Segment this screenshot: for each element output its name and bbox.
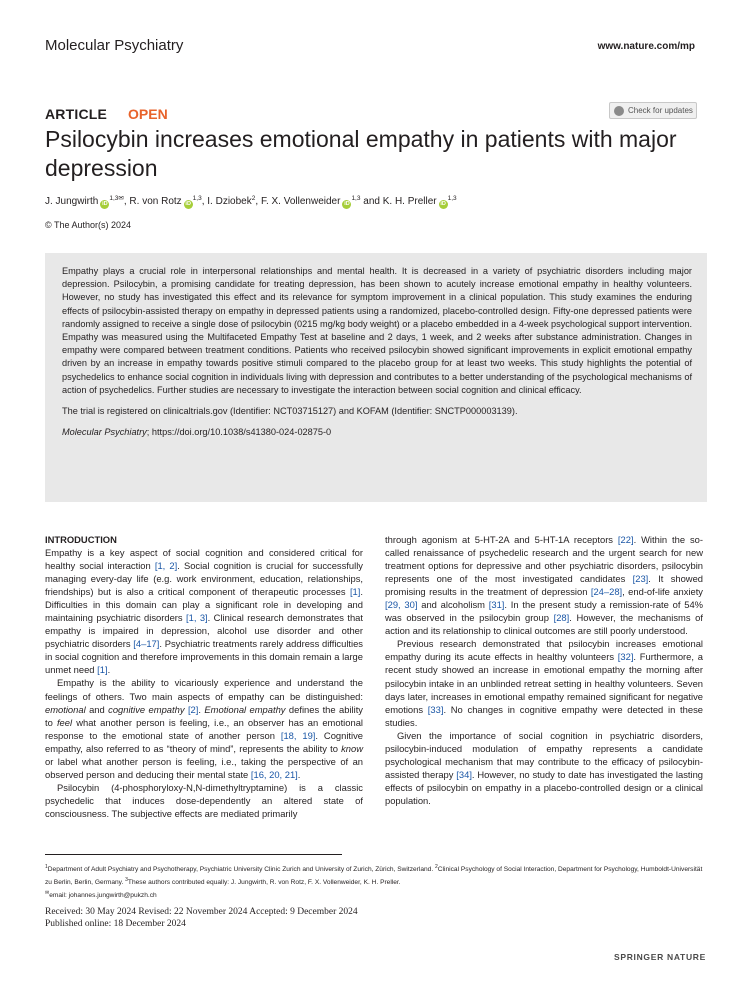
- body-text: . Furthermore, a recent study showed an increase in emotional empathy the morning after psilocybin intake in an unblinded retreat setting in healthy volunteers. Seven days later, increases in emotional empathy remained significant for negative emotions: [385, 651, 703, 715]
- citation: [62, 426, 692, 439]
- body-text: .: [297, 768, 301, 780]
- paragraph: [385, 729, 703, 807]
- journal-name: Molecular Psychiatry: [45, 37, 184, 54]
- footnote-marker: 1: [45, 864, 48, 870]
- author-affiliation: 1,3: [447, 195, 457, 202]
- paragraph: [385, 533, 703, 637]
- body-text: . Cognitive empathy, also referred to as “theory of mind”, represents the ability to: [45, 729, 364, 754]
- emphasized-term: Emotional empathy: [204, 703, 286, 715]
- corresponding-email[interactable]: email: johannes.jungwirth@pukzh.ch: [49, 892, 157, 899]
- citation-reference-link[interactable]: [2]: [187, 703, 199, 715]
- orcid-icon[interactable]: iD: [102, 201, 108, 207]
- email-icon: ✉: [45, 890, 50, 896]
- author-name[interactable]: F. X. Vollenweider: [260, 196, 341, 207]
- orcid-icon[interactable]: iD: [344, 201, 350, 207]
- body-text: . However, the mechanisms of action and its relationship to clinical outcomes are still poorly understood.: [385, 612, 703, 637]
- body-text: . It showed promising results in the treatment of depression: [385, 573, 704, 598]
- author-separator: ,: [123, 196, 130, 207]
- citation-reference-link[interactable]: [22]: [617, 534, 634, 545]
- body-text: Empathy is the ability to vicariously experience and understand the feelings of others. Two main aspects of empathy can be distinguished:: [45, 677, 363, 702]
- body-text: through agonism at 5-HT-2A and 5-HT-1A receptors: [385, 534, 618, 545]
- body-text: . Psychiatric treatments rarely address difficulties in social cognition and therefore improvements in this domain remain a large unmet need: [45, 638, 363, 676]
- author-affiliation: 1,3: [351, 195, 361, 202]
- affiliation-text: Department of Adult Psychiatry and Psychotherapy, Psychiatric University Clinic Zurich and University of Zurich, Zürich, Switzerland.: [47, 866, 436, 873]
- citation-reference-link[interactable]: [28]: [553, 612, 570, 624]
- body-text: , end-of-life anxiety: [622, 586, 703, 598]
- author-name[interactable]: K. H. Preller: [382, 196, 437, 207]
- body-text: defines the ability to: [45, 703, 363, 728]
- body-text: . Social cognition is crucial for successfully managing every-day life (e.g. work environment, education, relationships, friendships) but is also a critical component of therapeutic processes: [45, 560, 363, 598]
- paragraph: [385, 637, 703, 728]
- paragraph: [45, 781, 363, 820]
- article-title: Psilocybin increases emotional empathy in patients with major depression: [45, 126, 677, 181]
- author-name[interactable]: R. von Rotz: [129, 196, 182, 207]
- check-updates-label: Check for updates: [628, 106, 693, 115]
- body-text: . In the present study a remission-rate of 54% was observed in the psilocybin group: [385, 599, 704, 624]
- citation-reference-link[interactable]: [1, 2]: [154, 560, 178, 572]
- citation-reference-link[interactable]: [1]: [349, 586, 361, 598]
- author-affiliation: 2: [251, 195, 256, 202]
- copyright-notice: © The Author(s) 2024: [45, 220, 132, 230]
- body-text: or label what another person is feeling, i.e., taking the perspective of an observed person and deducing their mental state: [45, 755, 363, 780]
- orcid-icon[interactable]: iD: [185, 201, 191, 207]
- abstract-box: [45, 253, 707, 502]
- author-affiliation: 1,3: [192, 195, 202, 202]
- email-icon[interactable]: ✉: [118, 195, 124, 202]
- article-type-label: ARTICLE: [45, 106, 108, 122]
- body-text: .: [107, 664, 111, 676]
- equal-contribution-note: These authors contributed equally: J. Jungwirth, R. von Rotz, F. X. Vollenweider, K. H. Preller.: [127, 879, 401, 886]
- author-separator: ,: [201, 196, 208, 207]
- body-text: . No changes in cognitive empathy were detected in these studies.: [385, 703, 703, 728]
- emphasized-term: know: [341, 742, 363, 754]
- citation-reference-link[interactable]: [33]: [427, 703, 444, 715]
- publication-dates: [45, 906, 358, 930]
- author-separator: and: [360, 196, 383, 207]
- paragraph: [45, 546, 363, 676]
- body-text: . However, no study to date has investigated the lasting effects of psilocybin on empathy in a placebo-controlled design or a clinical population.: [385, 768, 704, 806]
- citation-reference-link[interactable]: [32]: [617, 651, 634, 663]
- journal-url-link[interactable]: www.nature.com/mp: [597, 41, 695, 52]
- citation-journal: Molecular Psychiatry: [62, 427, 147, 438]
- emphasized-term: feel: [56, 716, 73, 728]
- affiliation-text: Clinical Psychology of Social Interaction, Department for Psychology, Humboldt-Universität zu Berlin, Berlin, Germany.: [45, 866, 703, 886]
- citation-reference-link[interactable]: [1]: [97, 664, 108, 676]
- publisher-logo: SPRINGER NATURE: [613, 952, 706, 962]
- section-heading: INTRODUCTION: [45, 534, 117, 545]
- received-dates: Received: 30 May 2024 Revised: 22 November 2024 Accepted: 9 December 2024: [45, 907, 358, 917]
- body-text: Psilocybin (4-phosphoryloxy-N,N-dimethyltryptamine) is a classic psychedelic that induces dose-dependently an altered state of consciousness. The subjective effects are mediated primarily: [45, 781, 363, 819]
- body-text: what another person is feeling, i.e., an observer has an emotional response to the emotional state of another person: [45, 716, 363, 741]
- citation-reference-link[interactable]: [18, 19]: [280, 729, 316, 741]
- emphasized-term: emotional: [45, 703, 86, 715]
- open-access-label: OPEN: [128, 106, 168, 122]
- check-for-updates-button[interactable]: [609, 102, 697, 119]
- author-list: [45, 192, 705, 209]
- paragraph: [45, 676, 363, 780]
- body-text: .: [198, 703, 205, 715]
- body-text: Previous research demonstrated that psilocybin increases emotional empathy during its acute effects in healthy volunteers: [385, 638, 703, 663]
- citation-reference-link[interactable]: [4–17]: [133, 638, 160, 650]
- body-text: . Clinical research demonstrates that empathy is impaired in depression, alcohol use disorder and other psychiatric disorders: [45, 612, 363, 650]
- body-text: . Difficulties in this domain can play a significant role in developing and maintaining psychiatric disorders: [45, 586, 363, 624]
- citation-doi[interactable]: ; https://doi.org/10.1038/s41380-024-02875-0: [146, 427, 332, 438]
- citation-reference-link[interactable]: [34]: [456, 768, 472, 780]
- author-separator: ,: [255, 196, 261, 207]
- body-column-right: [385, 533, 703, 807]
- abstract-text: Empathy plays a crucial role in interpersonal relationships and mental health. It is decreased in a variety of psychiatric disorders including major depression. Psilocybin, a promising candidate for treating depression, has been shown to acutely increase emotional empathy in healthy volunteers. However, no study has investigated this effect and its relevance for symptom improvement in a clinical population. This study examines the enduring effects of psilocybin-assisted therapy on empathy in depressed patients using a randomized, placebo-controlled design. Fifty-one depressed patients were randomly assigned to receive a single dose of psilocybin (0215 mg/kg body weight) or a placebo embedded in a 4-week psychological support intervention. Empathy was measured using the Multifaceted Empathy Test at baseline and 2 days, 1 week, and 2 weeks after substance administration. Changes in empathy were compared between treatment conditions. Patients who received psilocybin showed significant improvements in explicit emotional empathy driven by an increase in empathy towards positive stimuli compared to the placebo group for at least two weeks. This study highlights the potential of psychedelics to enhance social cognition in individuals living with depression and contributes to a better understanding of the psychological mechanisms of action of psychedelics. Further studies are necessary to investigate the interaction between social cognition and clinical efficacy.: [62, 266, 692, 395]
- author-name[interactable]: I. Dziobek: [207, 196, 252, 207]
- trial-registration: The trial is registered on clinicaltrials.gov (Identifier: NCT03715127) and KOFAM (Identifier: SNCTP000003139).: [62, 406, 518, 417]
- affiliation-footnote: [45, 862, 705, 901]
- author-affiliation: 1,3: [109, 195, 119, 202]
- citation-reference-link[interactable]: [24–28]: [590, 586, 623, 598]
- body-text: and: [85, 703, 109, 715]
- body-text: Given the importance of social cognition in psychiatric disorders, psilocybin-induced modulation of empathy represents a candidate psychological mechanism that may contribute to the efficacy of psilocybin-assisted therapy: [385, 729, 703, 780]
- published-date: Published online: 18 December 2024: [45, 919, 186, 929]
- body-column-left: [45, 533, 363, 820]
- body-text: and alcoholism: [417, 599, 489, 611]
- citation-reference-link[interactable]: [16, 20, 21]: [250, 768, 298, 780]
- citation-reference-link[interactable]: [1, 3]: [186, 612, 208, 624]
- citation-reference-link[interactable]: [31]: [488, 599, 505, 611]
- body-text: . Within the so-called renaissance of psychedelic research and the urgent search for new treatment options for depressive and other psychiatric disorders, psilocybin represents one of the most investigated candidates: [385, 534, 703, 585]
- check-updates-icon: [614, 106, 624, 116]
- footnote-divider: [45, 854, 342, 855]
- orcid-icon[interactable]: iD: [440, 201, 446, 207]
- footnote-marker: 2: [435, 864, 438, 870]
- body-text: Empathy is a key aspect of social cognition and considered critical for healthy social interaction: [45, 547, 363, 572]
- citation-reference-link[interactable]: [29, 30]: [385, 599, 418, 611]
- author-name[interactable]: J. Jungwirth: [45, 196, 99, 207]
- emphasized-term: cognitive empathy: [108, 703, 185, 715]
- footnote-marker: 3: [125, 877, 128, 883]
- citation-reference-link[interactable]: [23]: [632, 573, 649, 585]
